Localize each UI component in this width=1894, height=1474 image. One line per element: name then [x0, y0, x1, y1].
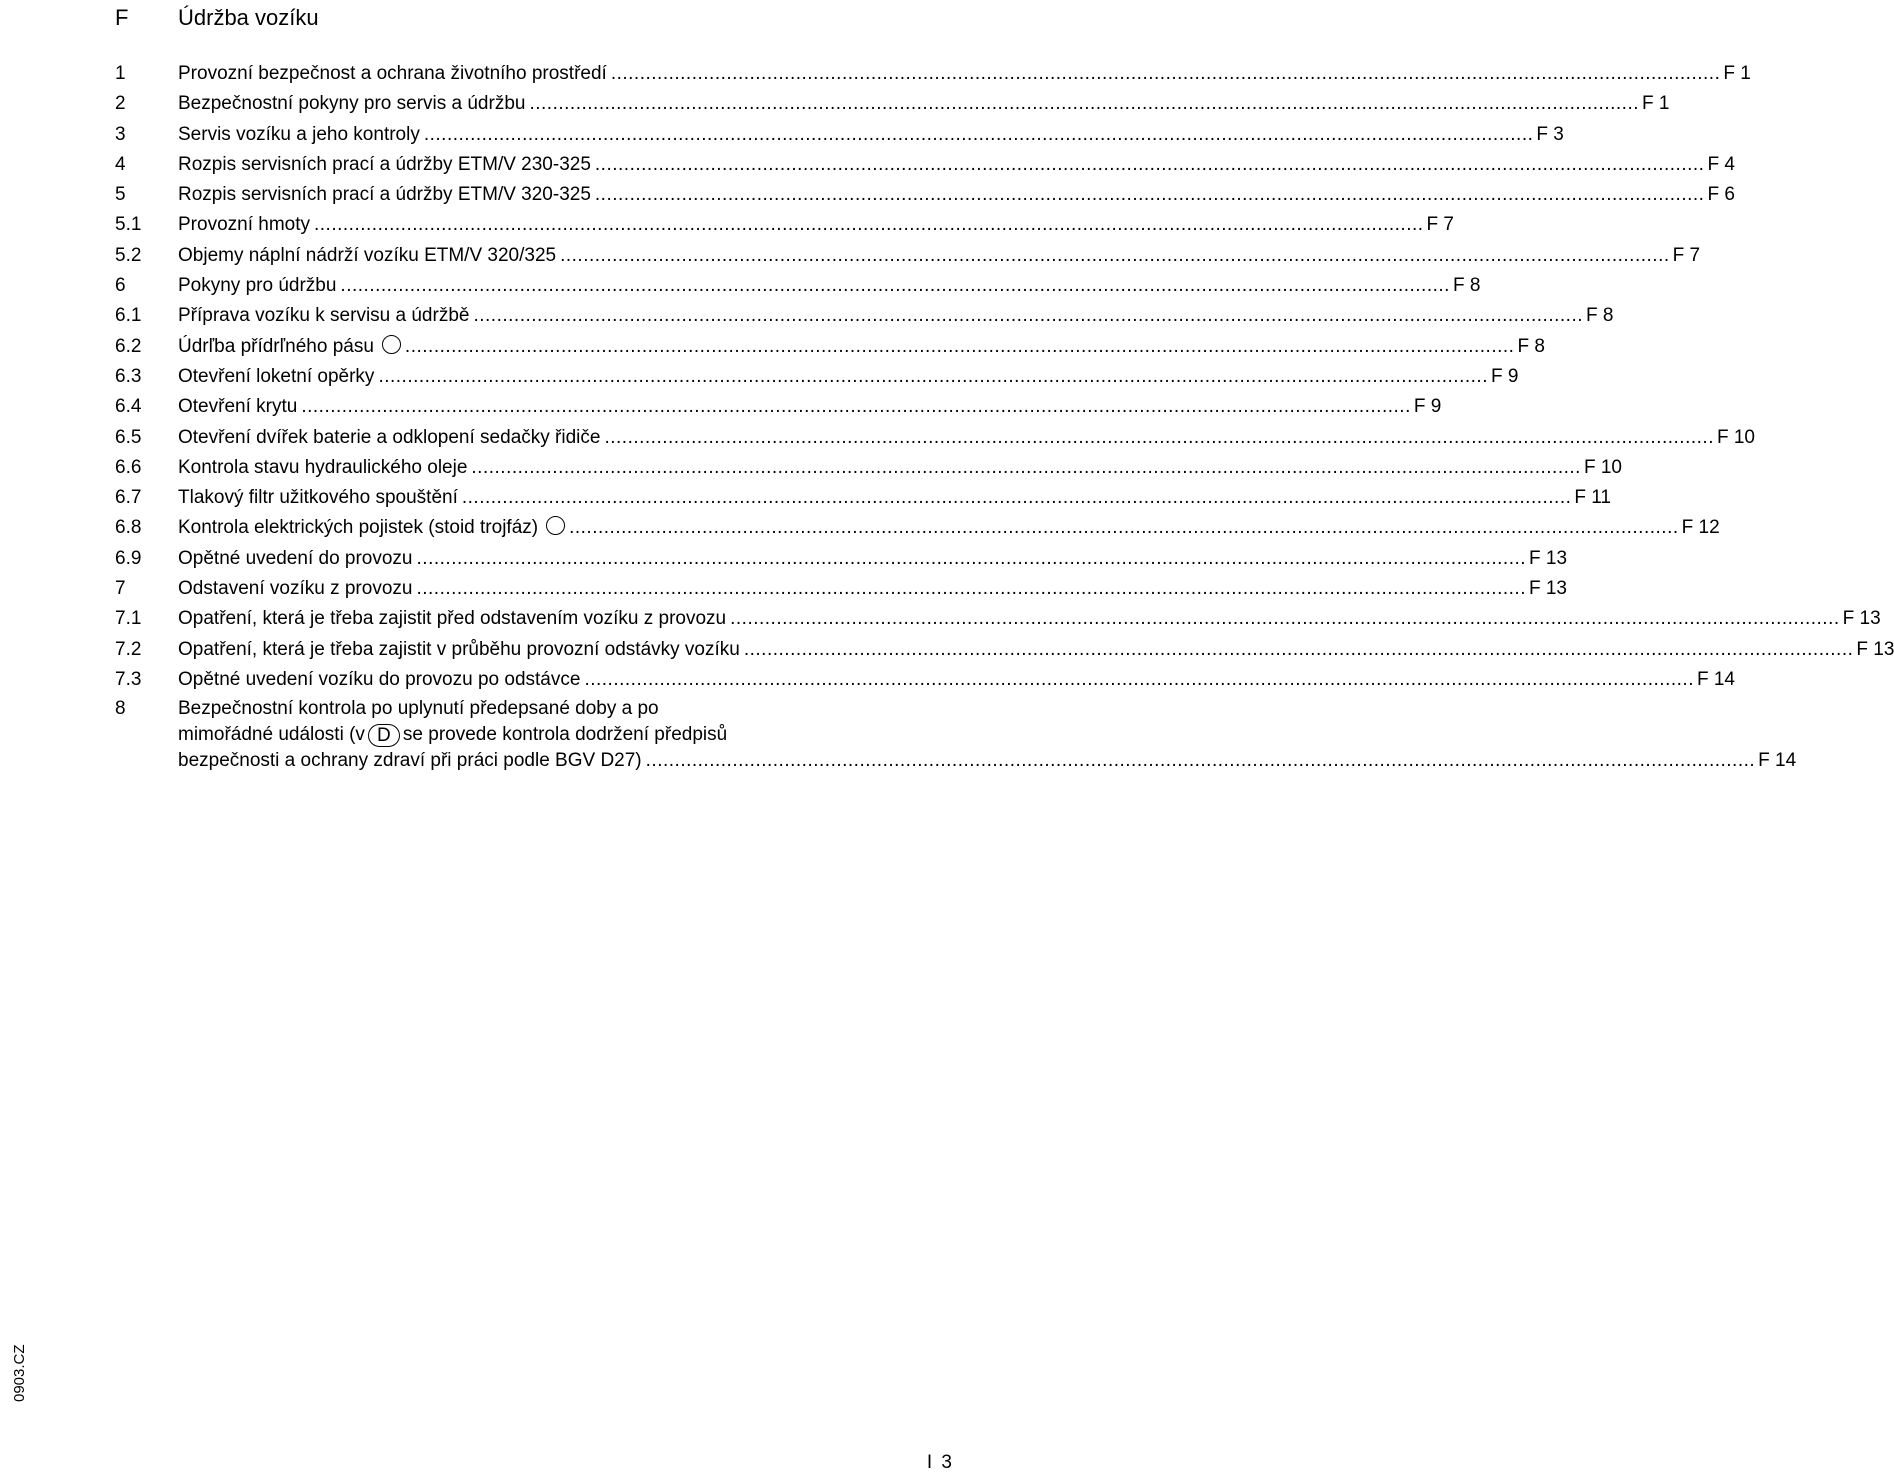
toc-entry-number: 7.1	[115, 608, 142, 630]
toc-entry-title	[178, 575, 412, 603]
section-heading	[0, 3, 960, 33]
toc-entry-page: F 9	[1490, 365, 1519, 387]
dot-leader: ................................................................................................................................................................................................	[461, 487, 1572, 509]
dot-leader: ................................................................................................................................................................................................	[594, 153, 1705, 175]
toc-entry-page: F 7	[1426, 214, 1454, 236]
toc-entry-page: F 14	[1758, 750, 1797, 772]
toc-entry-number: 3	[115, 123, 126, 145]
toc-entry-text	[178, 272, 1481, 300]
section-letter: F	[115, 5, 129, 30]
dot-leader: ................................................................................................................................................................................................	[416, 578, 1526, 600]
toc-entry-title	[178, 302, 469, 330]
toc-entry-title	[178, 151, 591, 179]
section-title: Údržba vozíku	[178, 5, 319, 30]
toc-entry-page: F 13	[1528, 578, 1568, 600]
toc-entry-title	[178, 454, 467, 482]
dot-leader: ................................................................................................................................................................................................	[471, 456, 1581, 478]
toc-entry-number: 6.4	[115, 396, 142, 418]
toc-entry[interactable]	[0, 242, 1701, 272]
toc-entry-title-text: Otevření loketní opěrky	[178, 365, 375, 387]
dot-leader: ................................................................................................................................................................................................	[340, 275, 1450, 297]
toc-entry-text	[178, 333, 1545, 361]
toc-entry-number: 7.3	[115, 668, 142, 690]
dot-leader: ................................................................................................................................................................................................	[569, 517, 1679, 539]
toc-entry-text-after: se provede kontrola dodržení předpisů	[402, 724, 728, 746]
toc-entry-number: 8	[115, 698, 126, 720]
toc-entry-page: F 4	[1707, 153, 1735, 175]
toc-entry[interactable]	[0, 636, 1894, 666]
dot-leader: ................................................................................................................................................................................................	[416, 547, 1527, 569]
toc-entry-title-text: Kontrola stavu hydraulického oleje	[178, 456, 468, 478]
toc-entry-title	[178, 636, 740, 664]
toc-entry-title	[178, 424, 600, 452]
document-code: 0903.CZ	[11, 1344, 28, 1402]
toc-entry[interactable]	[0, 151, 1735, 181]
toc-entry[interactable]	[0, 211, 1454, 241]
toc-entry-title-text: Rozpis servisních prací a údržby ETM/V 230-325	[178, 153, 591, 175]
toc-entry-title	[178, 666, 580, 694]
toc-entry-page: F 8	[1517, 335, 1545, 357]
toc-entry-page: F 14	[1696, 668, 1735, 690]
toc-entry-title	[178, 60, 607, 88]
toc-entry-line: Bezpečnostní kontrola po uplynutí předepsané doby a po	[178, 698, 659, 720]
toc-entry-title-text: Odstavení vozíku z provozu	[178, 578, 413, 600]
toc-entry[interactable]	[0, 90, 1670, 120]
toc-entry-page: F 9	[1413, 396, 1442, 418]
toc-entry-page: F 8	[1452, 275, 1481, 297]
toc-entry-number: 6.5	[115, 426, 142, 448]
toc-entry-title	[178, 121, 420, 149]
toc-entry-title	[178, 363, 374, 391]
toc-entry-text	[178, 121, 1564, 149]
toc-entry[interactable]	[0, 272, 1481, 302]
toc-entry-title-text: Opatření, která je třeba zajistit před odstavením vozíku z provozu	[178, 608, 727, 630]
toc-entry-text	[178, 302, 1614, 330]
toc-entry[interactable]	[0, 60, 1751, 90]
circled-d-marker-icon: D	[368, 724, 400, 747]
toc-entry-text	[178, 484, 1611, 512]
table-of-contents	[0, 60, 1894, 774]
toc-entry-number: 6.2	[115, 335, 142, 357]
toc-entry-number: 6.1	[115, 305, 142, 327]
dot-leader: ................................................................................................................................................................................................	[730, 608, 1840, 630]
toc-entry-number: 2	[115, 93, 126, 115]
toc-entry-text	[178, 454, 1622, 482]
toc-entry-title	[178, 242, 556, 270]
toc-entry-line	[178, 722, 921, 748]
toc-entry-number: 7.2	[115, 638, 142, 660]
dot-leader: ................................................................................................................................................................................................	[423, 123, 1534, 145]
toc-entry-page: F 7	[1672, 244, 1701, 266]
dot-leader: ................................................................................................................................................................................................	[610, 63, 1721, 84]
toc-entry-title-text: Provozní hmoty	[178, 214, 310, 236]
toc-entry-title-text: Servis vozíku a jeho kontroly	[178, 123, 420, 145]
dot-leader: ................................................................................................................................................................................................	[301, 396, 1411, 418]
toc-entry-text	[178, 393, 1442, 421]
page-number: I 3	[926, 1452, 954, 1473]
toc-entry-title-text: Tlakový filtr užitkového spouštění	[178, 487, 458, 509]
toc-entry-title-text: Objemy náplní nádrží vozíku ETM/V 320/325	[178, 244, 557, 266]
dot-leader: ................................................................................................................................................................................................	[645, 750, 1756, 772]
toc-entry-number: 6.3	[115, 365, 142, 387]
dot-leader: ................................................................................................................................................................................................	[604, 426, 1714, 448]
toc-entry-text	[178, 636, 1894, 664]
dot-leader: ................................................................................................................................................................................................	[473, 305, 1583, 327]
toc-entry-text	[178, 514, 1720, 542]
toc-entry[interactable]	[0, 605, 1881, 635]
toc-entry-title-text: Opětné uvedení do provozu	[178, 547, 413, 569]
toc-entry-number: 1	[115, 63, 126, 84]
toc-entry-title-text: Bezpečnostní pokyny pro servis a údržbu	[178, 93, 526, 115]
toc-entry-title-text: Opětné uvedení vozíku do provozu po odstávce	[178, 668, 581, 690]
toc-entry-text	[178, 605, 1881, 633]
toc-entry-title-text: Pokyny pro údržbu	[178, 275, 337, 297]
toc-entry-number: 5.2	[115, 244, 142, 266]
toc-entry-page: F 13	[1842, 608, 1881, 630]
toc-entry-number: 7	[115, 578, 126, 600]
toc-entry-title-text: Otevření krytu	[178, 396, 298, 418]
toc-entry-page: F 13	[1529, 547, 1568, 569]
toc-entry-text	[178, 242, 1701, 270]
toc-entry-title-text: Rozpis servisních prací a údržby ETM/V 320-325	[178, 184, 591, 206]
toc-entry-title	[178, 90, 525, 118]
toc-entry-line	[178, 748, 1797, 774]
dot-leader: ................................................................................................................................................................................................	[584, 668, 1694, 690]
toc-entry[interactable]	[0, 302, 1614, 332]
toc-entry-title	[178, 545, 413, 573]
toc-entry-title-text: Údrľba přídrľného pásu	[178, 335, 374, 357]
toc-entry[interactable]	[0, 121, 1564, 151]
toc-entry-text	[178, 211, 1454, 239]
toc-entry-title-text: Otevření dvířek baterie a odklopení sedačky řidiče	[178, 426, 601, 448]
toc-entry-title: bezpečnosti a ochrany zdraví při práci podle BGV D27)	[178, 750, 642, 772]
dot-leader: ................................................................................................................................................................................................	[378, 365, 1488, 387]
toc-entry-text	[178, 60, 1751, 88]
toc-entry[interactable]	[0, 484, 1611, 514]
dot-leader: ................................................................................................................................................................................................	[560, 244, 1670, 266]
circle-marker-icon	[546, 516, 565, 535]
toc-entry-page: F 10	[1583, 456, 1622, 478]
toc-entry-page: F 1	[1723, 63, 1751, 84]
toc-entry-title	[178, 393, 297, 421]
toc-entry[interactable]	[0, 393, 1442, 423]
toc-entry-page: F 10	[1716, 426, 1756, 448]
toc-entry-title-text: Kontrola elektrických pojistek (stoid trojfáz)	[178, 517, 539, 539]
toc-entry-text	[178, 181, 1735, 209]
toc-entry-title	[178, 272, 336, 300]
toc-entry-number: 5.1	[115, 214, 142, 236]
toc-entry-number: 6.9	[115, 547, 142, 569]
dot-leader: ................................................................................................................................................................................................	[529, 93, 1639, 115]
toc-entry-title	[178, 514, 565, 542]
toc-entry-page: F 11	[1574, 487, 1611, 509]
dot-leader: ................................................................................................................................................................................................	[743, 638, 1854, 660]
toc-entry-title-text: Opatření, která je třeba zajistit v průběhu provozní odstávky vozíku	[178, 638, 740, 660]
dot-leader: ................................................................................................................................................................................................	[594, 184, 1705, 206]
toc-entry-number: 6.7	[115, 487, 142, 509]
toc-entry-number: 6.6	[115, 456, 142, 478]
toc-entry-number: 6	[115, 275, 126, 297]
toc-entry-title	[178, 333, 401, 361]
toc-entry-text	[178, 363, 1519, 391]
toc-entry-number: 5	[115, 184, 126, 206]
toc-entry-title	[178, 181, 591, 209]
toc-entry[interactable]	[0, 514, 1720, 544]
toc-entry-title	[178, 484, 458, 512]
toc-entry-title	[178, 211, 310, 239]
toc-entry[interactable]	[0, 454, 1622, 484]
toc-entry-text	[178, 545, 1568, 573]
toc-entry-title-text: Provozní bezpečnost a ochrana životního prostředí	[178, 63, 607, 84]
toc-entry-title-text: Příprava vozíku k servisu a údržbě	[178, 305, 470, 327]
toc-entry-page: F 3	[1536, 123, 1564, 145]
dot-leader: ................................................................................................................................................................................................	[314, 214, 1424, 236]
toc-entry[interactable]	[0, 333, 1545, 363]
toc-entry-text	[178, 424, 1756, 452]
toc-entry[interactable]	[0, 545, 1568, 575]
toc-entry-text	[178, 575, 1568, 603]
dot-leader: ................................................................................................................................................................................................	[404, 335, 1515, 357]
toc-entry[interactable]	[0, 181, 1735, 211]
toc-entry[interactable]	[0, 575, 1568, 605]
toc-entry-text	[178, 666, 1735, 694]
toc-entry[interactable]	[0, 424, 1756, 454]
toc-entry-page: F 6	[1707, 184, 1735, 206]
toc-entry-page: F 1	[1642, 93, 1670, 115]
toc-entry-title	[178, 605, 726, 633]
toc-entry-text	[178, 696, 1797, 774]
toc-entry-page: F 12	[1681, 517, 1720, 539]
circle-marker-icon	[382, 335, 401, 354]
toc-entry-text	[178, 151, 1735, 179]
toc-entry[interactable]	[0, 696, 1797, 774]
toc-entry-text-before: mimořádné události (v	[178, 724, 365, 746]
toc-entry-number: 6.8	[115, 517, 142, 539]
toc-entry-number: 4	[115, 153, 126, 175]
toc-entry-page: F 13	[1856, 638, 1894, 660]
toc-entry-text	[178, 90, 1670, 118]
toc-entry[interactable]	[0, 363, 1519, 393]
toc-entry-page: F 8	[1586, 305, 1614, 327]
toc-entry[interactable]	[0, 666, 1735, 696]
